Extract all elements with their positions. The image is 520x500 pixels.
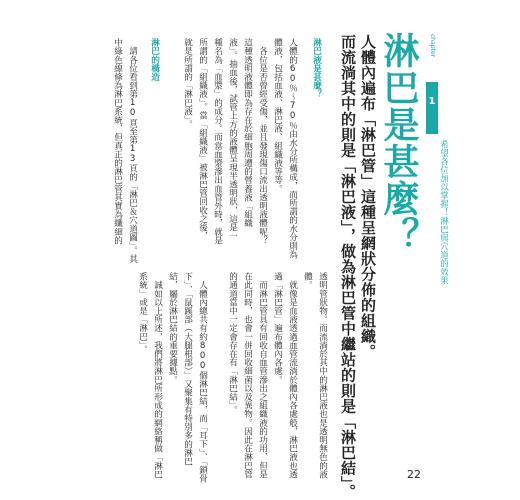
section2-line-2: 中綠色線條為淋巴系統，但真正的淋巴管其實為纖細的 [112, 38, 123, 245]
lead-line-1: 人體內遍布「淋巴管」這種呈網狀分佈的組織。 [359, 34, 377, 360]
section1-line-1: 人體的60％～70％由水分所構成，而所謂的水分則為 [287, 38, 298, 259]
lower-line-1: 透明管狀物。而流淌於其中的淋巴液也是透明無色的液 [317, 272, 328, 479]
chapter-title: 希望各位加以掌握！淋巴與穴道的效果 [438, 140, 449, 285]
chapter-number: 1 [428, 96, 436, 107]
lower-line-13: 系統」或是「淋巴」。 [137, 272, 148, 354]
lower-line-10: 下」、「鼠蹊部（大腿根部）」又聚集有特別多的淋巴 [182, 272, 193, 466]
section1-line-5: 液」。抽血後，試管上方的液體呈現半透明狀，這是一 [227, 38, 238, 241]
lower-line-7: 的通道當中一定會存在有「淋巴結」。 [227, 272, 238, 414]
section1-line-6: 種名為「血漿」的成分。而當血漿滲出血管外時，就是 [212, 38, 223, 245]
chapter-label: chapter [429, 34, 436, 58]
section2-line-1: 請各位看到第10頁至第13頁的「淋巴＆穴道圖」。其 [127, 38, 138, 263]
lower-line-12: 誠如以上所述，我們將淋巴所形成的網絡稱做「淋巴 [152, 272, 163, 479]
lower-line-2: 體。 [302, 272, 313, 290]
section1-line-7: 所謂的「組織液」。當「組織液」被淋巴管回收之後， [197, 38, 208, 241]
section1-line-2: 體液，包括血液、淋巴液、組織液等等。 [272, 38, 283, 193]
lower-line-11: 結，屬於淋巴結的重要據點。 [167, 272, 178, 384]
section1-line-3: 各位是否曾經受傷，並且發現傷口流出透明液體呢？ [257, 38, 268, 245]
lower-line-6: 在此同時，也會一併回收細菌以及異物。因此在淋巴管 [242, 272, 253, 479]
page-title: 淋巴是甚麼？ [378, 32, 419, 254]
page-number: 22 [407, 468, 421, 481]
section1-line-4: 這種透明液體即為存在於細胞周遭的營養液「組織 [242, 38, 253, 228]
lower-line-9: 人體內總共有約800個淋巴結，而「耳下」、「鎖骨 [197, 272, 208, 483]
section1-line-8: 就是所謂的「淋巴液」。 [182, 38, 193, 129]
section-heading-lymph-fluid: 淋巴液是甚麼？ [311, 38, 322, 99]
lead-line-2: 而流淌其中的則是「淋巴液」，做為淋巴管中繼站的則是「淋巴結」。 [339, 34, 357, 500]
chapter-tab [426, 82, 438, 134]
lower-line-4: 過「淋巴管」遍布體內各處。 [272, 272, 283, 384]
section-heading-lymph-structure: 淋巴的構造 [149, 38, 160, 81]
lower-line-5: 而淋巴管具有回收自血管滲出之組織液的功用，但是 [257, 272, 268, 479]
lower-line-3: 就像是血液透過血管流淌於體內各處般，淋巴液也透 [287, 272, 298, 479]
